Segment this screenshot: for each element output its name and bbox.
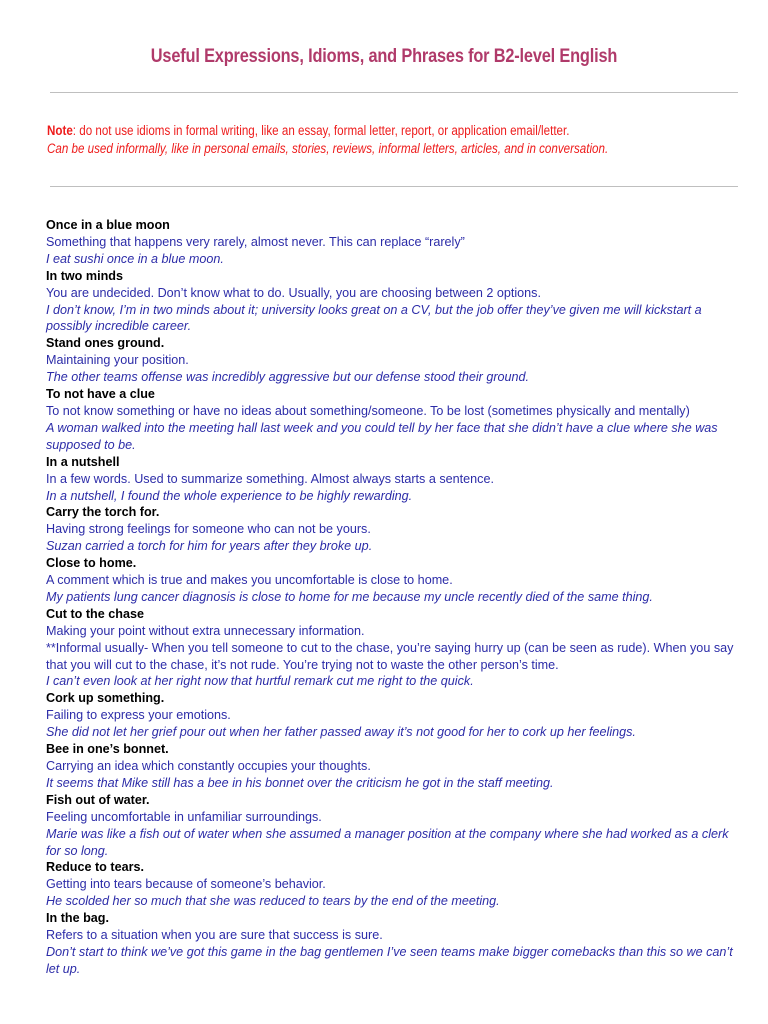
idiom-usage-note: **Informal usually- When you tell someone to cut to the chase, you’re saying hurry up (can be seen as rude). When you say that you will cut to the chase, it’s not rude. You’re trying not to waste the other person’s time. — [46, 640, 734, 672]
idiom-definition: Making your point without extra unnecessary information. — [46, 623, 365, 638]
idiom-entry — [46, 792, 746, 860]
idiom-entry — [46, 268, 746, 336]
note-label: Note — [47, 123, 73, 138]
idiom-entry — [46, 690, 746, 741]
idiom-definition: Maintaining your position. — [46, 353, 189, 368]
idiom-example: He scolded her so much that she was reduced to tears by the end of the meeting. — [46, 894, 500, 909]
idiom-definition: Feeling uncomfortable in unfamiliar surroundings. — [46, 809, 322, 824]
idiom-entry — [46, 504, 746, 555]
idiom-term: In two minds — [46, 268, 123, 283]
idiom-example: The other teams offense was incredibly aggressive but our defense stood their ground. — [46, 370, 530, 385]
idiom-definition: In a few words. Used to summarize something. Almost always starts a sentence. — [46, 471, 494, 486]
note-text: : do not use idioms in formal writing, like an essay, formal letter, report, or application email/letter. — [72, 123, 570, 138]
usage-note — [47, 122, 649, 158]
idiom-definition: Getting into tears because of someone’s behavior. — [46, 877, 326, 892]
idiom-example: A woman walked into the meeting hall last week and you could tell by her face that she didn’t have a clue where she was supposed to be. — [46, 420, 718, 452]
idiom-definition: Having strong feelings for someone who can not be yours. — [46, 522, 371, 537]
idiom-example: I can’t even look at her right now that hurtful remark cut me right to the quick. — [46, 674, 474, 689]
idiom-term: Once in a blue moon — [46, 218, 170, 232]
idiom-term: Carry the torch for. — [46, 505, 160, 520]
idiom-definition: Refers to a situation when you are sure that success is sure. — [46, 928, 383, 943]
idiom-term: Close to home. — [46, 556, 137, 571]
idiom-definition: Something that happens very rarely, almost never. This can replace “rarely” — [46, 234, 465, 249]
idiom-definition: A comment which is true and makes you uncomfortable is close to home. — [46, 573, 453, 588]
idiom-definition: To not know something or have no ideas about something/someone. To be lost (sometimes physically and mentally) — [46, 403, 690, 418]
idiom-term: Reduce to tears. — [46, 860, 144, 875]
idiom-entry — [46, 606, 746, 691]
page-title: Useful Expressions, Idioms, and Phrases for B2-level English — [150, 46, 618, 67]
idiom-term: Cut to the chase — [46, 606, 144, 621]
idiom-term: Bee in one’s bonnet. — [46, 742, 169, 757]
idiom-entry — [46, 454, 746, 505]
idiom-example: In a nutshell, I found the whole experience to be highly rewarding. — [46, 488, 413, 503]
idiom-example: Suzan carried a torch for him for years after they broke up. — [46, 539, 373, 554]
idiom-definition: Failing to express your emotions. — [46, 708, 231, 723]
divider-bottom — [50, 186, 738, 187]
idiom-definition: You are undecided. Don’t know what to do. Usually, you are choosing between 2 options. — [46, 285, 541, 300]
idiom-term: Stand ones ground. — [46, 336, 165, 351]
idiom-example: She did not let her grief pour out when her father passed away it’s not good for her to cork up her feelings. — [46, 725, 636, 740]
idiom-entry — [46, 386, 746, 454]
note-line-formal — [47, 122, 649, 140]
idiom-entry — [46, 555, 746, 606]
idiom-term: Fish out of water. — [46, 792, 150, 807]
idiom-entry — [46, 335, 746, 386]
idiom-example: I don’t know, I’m in two minds about it; university looks great on a CV, but the job offer they’ve given me will kickstart a possibly incredible career. — [46, 302, 702, 334]
idiom-term: In a nutshell — [46, 454, 120, 469]
idiom-list — [46, 217, 746, 978]
idiom-example: Don’t start to think we’ve got this game in the bag gentlemen I’ve seen teams make bigger comebacks than this so we can’t let up. — [46, 944, 733, 976]
idiom-term: Cork up something. — [46, 691, 165, 706]
idiom-example: Marie was like a fish out of water when she assumed a manager position at the company where she had worked as a clerk for so long. — [46, 826, 729, 858]
divider-top — [50, 92, 738, 93]
idiom-example: It seems that Mike still has a bee in his bonnet over the criticism he got in the staff meeting. — [46, 775, 554, 790]
idiom-entry — [46, 859, 746, 910]
idiom-example: My patients lung cancer diagnosis is close to home for me because my uncle recently died of the same thing. — [46, 589, 653, 604]
idiom-term: In the bag. — [46, 911, 109, 926]
note-line-informal: Can be used informally, like in personal emails, stories, reviews, informal letters, articles, and in conversation. — [47, 141, 609, 156]
idiom-entry — [46, 217, 746, 268]
idiom-example: I eat sushi once in a blue moon. — [46, 251, 224, 266]
idiom-entry — [46, 910, 746, 978]
idiom-term: To not have a clue — [46, 387, 155, 402]
idiom-entry — [46, 741, 746, 792]
idiom-definition: Carrying an idea which constantly occupies your thoughts. — [46, 759, 371, 773]
